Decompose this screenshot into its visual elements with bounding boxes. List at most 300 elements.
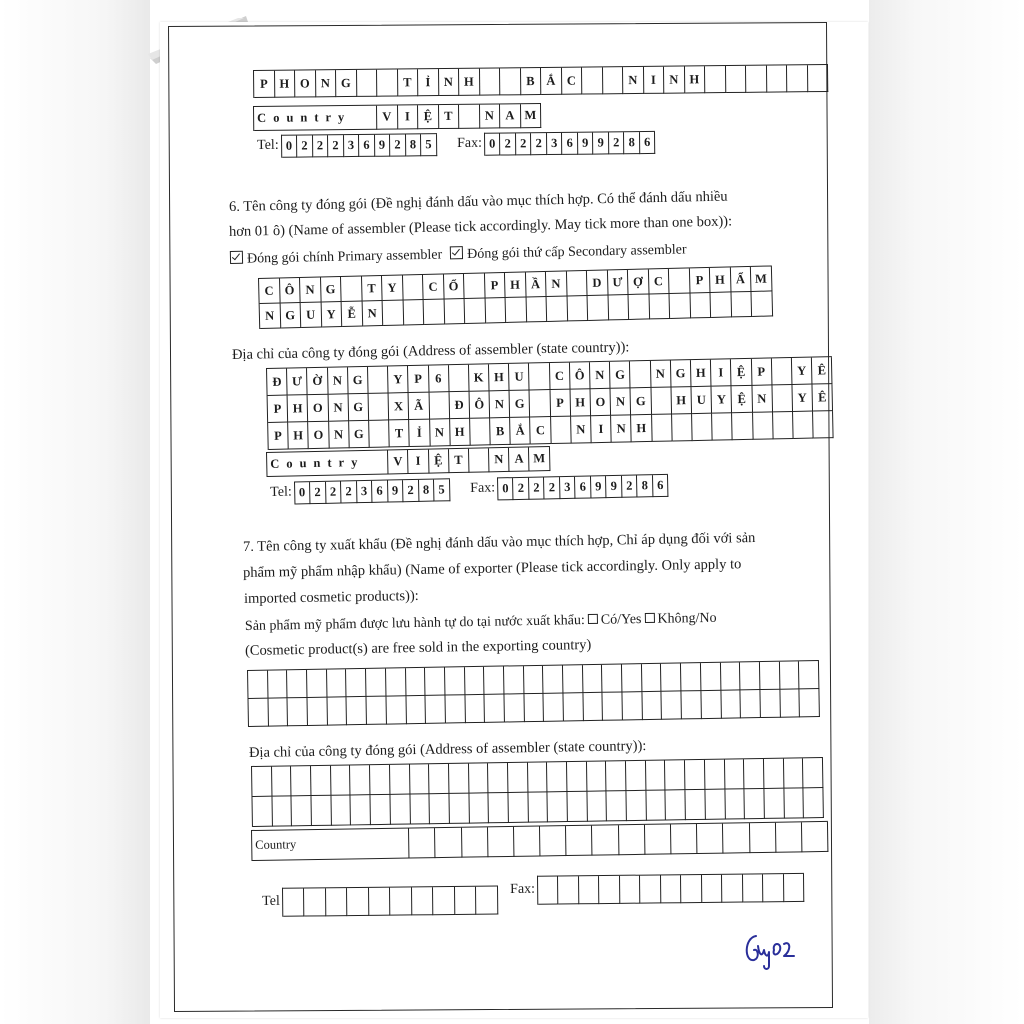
exporter-address-grid-box[interactable] [528, 762, 548, 792]
assembler-address-grid-box[interactable]: H [288, 395, 309, 422]
assembler-address-grid-box[interactable]: Ư [287, 368, 308, 395]
top-province-grid-box[interactable]: P [254, 71, 275, 98]
exporter-address-grid-box[interactable] [685, 760, 705, 790]
assembler-address-grid-box[interactable]: P [268, 396, 289, 423]
top-province-grid-box[interactable] [787, 65, 808, 92]
assembler-address-grid-box[interactable]: H [489, 364, 510, 391]
exporter-address-grid-box[interactable] [292, 796, 312, 826]
exporter-address-grid-box[interactable] [567, 762, 587, 792]
top-province-grid-box[interactable] [479, 68, 500, 95]
assembler-address-grid-box[interactable] [773, 412, 794, 439]
exporter-name-grid-box[interactable] [760, 662, 780, 690]
free-sold-yes-checkbox[interactable] [588, 614, 598, 624]
exporter-name-grid-box[interactable] [484, 667, 504, 695]
assembler-address-grid-box[interactable] [551, 417, 572, 444]
assembler-address-grid-box[interactable]: I [711, 359, 732, 386]
assembler-name-grid-box[interactable] [383, 300, 404, 325]
assembler-address-grid-box[interactable]: G [610, 361, 631, 388]
exporter-name-grid-box[interactable] [544, 693, 564, 721]
assembler-address-grid-box[interactable]: Đ [267, 369, 288, 396]
exporter-address-grid-box[interactable] [469, 763, 489, 793]
assembler-address-grid-box[interactable]: H [450, 419, 471, 446]
exporter-address-grid-box[interactable] [370, 765, 390, 795]
assembler-address-grid-box[interactable]: G [349, 421, 370, 448]
assembler-name-grid-box[interactable] [526, 297, 547, 322]
exporter-address-grid-box[interactable] [331, 765, 351, 795]
assembler-address-grid-box[interactable] [369, 420, 390, 447]
assembler-name-grid-box[interactable] [341, 276, 362, 301]
exporter-name-grid-box[interactable] [386, 696, 406, 724]
exporter-country-grid-box[interactable] [592, 825, 619, 855]
exporter-country-grid-box[interactable] [697, 824, 724, 854]
assembler-name-grid-box[interactable] [649, 294, 670, 319]
assembler-address-grid-box[interactable]: Y [792, 358, 813, 385]
section7-tel-digit-box[interactable] [433, 886, 455, 914]
exporter-name-grid-box[interactable] [367, 697, 387, 725]
exporter-country-grid-box[interactable] [409, 828, 436, 858]
exporter-address-grid-box[interactable] [272, 796, 292, 826]
assembler-address-grid-box[interactable]: K [469, 364, 490, 391]
exporter-name-grid-box[interactable] [366, 669, 386, 697]
exporter-name-grid-box[interactable] [681, 663, 701, 691]
exporter-address-grid-box[interactable] [449, 764, 469, 794]
exporter-address-grid-box[interactable] [764, 789, 784, 819]
exporter-address-grid-box[interactable] [390, 765, 410, 795]
exporter-address-grid-box[interactable] [508, 793, 528, 823]
section7-fax-digit-box[interactable] [599, 875, 620, 903]
assembler-name-grid-box[interactable]: Ẩ [730, 267, 751, 292]
assembler-name-grid-box[interactable] [444, 299, 465, 324]
exporter-address-grid-box[interactable] [548, 792, 568, 822]
assembler-address-grid-box[interactable]: P [550, 390, 571, 417]
exporter-address-grid-box[interactable] [331, 795, 351, 825]
assembler-name-grid-box[interactable] [670, 293, 691, 318]
top-tel-digit-box[interactable]: 2 [328, 135, 344, 157]
exporter-address-grid-box[interactable] [409, 764, 429, 794]
exporter-address-grid-box[interactable] [587, 761, 607, 791]
section7-fax-digit-box[interactable] [538, 876, 559, 904]
assembler-address-grid-box[interactable] [470, 418, 491, 445]
top-fax-digit-box[interactable]: 0 [485, 133, 501, 155]
top-province-grid-box[interactable]: Ắ [541, 68, 562, 95]
section7-tel-digit-box[interactable] [412, 887, 434, 915]
top-country-grid-box[interactable]: A [500, 104, 521, 128]
assembler-address-grid-box[interactable] [813, 411, 834, 438]
assembler-address-grid-box[interactable]: P [408, 366, 429, 393]
exporter-name-grid-box[interactable] [800, 689, 820, 717]
assembler-address-grid-box[interactable]: U [509, 363, 530, 390]
assembler-address-grid-box[interactable]: N [611, 388, 632, 415]
assembler-address-grid-box[interactable]: Ờ [307, 368, 328, 395]
section6-fax-digit-box[interactable]: 2 [513, 477, 529, 499]
exporter-address-grid-box[interactable] [351, 795, 371, 825]
assembler-name-grid-box[interactable] [588, 295, 609, 320]
assembler-address-grid-box[interactable]: G [671, 360, 692, 387]
exporter-address-grid-box[interactable] [488, 763, 508, 793]
exporter-name-grid-box[interactable] [720, 662, 740, 690]
exporter-country-grid-box[interactable] [723, 823, 750, 853]
assembler-name-grid-box[interactable]: P [484, 273, 505, 298]
exporter-address-grid-box[interactable] [803, 758, 823, 788]
assembler-name-grid-box[interactable] [608, 295, 629, 320]
section6-fax-digit-box[interactable]: 2 [544, 477, 560, 499]
top-province-grid-box[interactable]: B [520, 68, 541, 95]
top-tel-digit-box[interactable]: 2 [390, 134, 406, 156]
exporter-name-grid-box[interactable] [425, 668, 445, 696]
exporter-name-grid-box[interactable] [287, 670, 307, 698]
assembler-address-grid-box[interactable]: O [308, 395, 329, 422]
exporter-name-grid-box[interactable] [308, 698, 328, 726]
assembler-address-grid-box[interactable]: 6 [428, 365, 449, 392]
assembler-name-grid-box[interactable]: H [710, 267, 731, 292]
top-fax-digit-box[interactable]: 9 [578, 132, 594, 154]
exporter-address-grid-box[interactable] [724, 759, 744, 789]
section6-tel-digit-box[interactable]: 6 [372, 480, 388, 502]
assembler-name-grid-box[interactable] [566, 271, 587, 296]
assembler-address-grid-box[interactable]: H [570, 389, 591, 416]
exporter-name-grid-box[interactable] [524, 666, 544, 694]
assembler-country-grid-box[interactable]: A [509, 447, 530, 471]
assembler-address-grid-box[interactable] [732, 413, 753, 440]
assembler-address-grid-box[interactable] [692, 414, 713, 441]
assembler-address-grid-box[interactable]: U [691, 387, 712, 414]
exporter-address-grid-box[interactable] [528, 792, 548, 822]
assembler-country-grid-box[interactable]: T [449, 449, 470, 473]
exporter-address-grid-box[interactable] [606, 761, 626, 791]
assembler-name-grid-box[interactable]: Ư [607, 270, 628, 295]
assembler-name-grid-box[interactable] [690, 293, 711, 318]
assembler-name-grid-box[interactable] [424, 299, 445, 324]
assembler-name-grid-box[interactable]: N [362, 301, 383, 326]
assembler-country-grid-box[interactable]: Ệ [428, 449, 449, 473]
section6-tel-digit-box[interactable]: 0 [295, 482, 311, 504]
section7-fax-digit-box[interactable] [661, 875, 682, 903]
top-tel-digit-box[interactable]: 0 [282, 135, 298, 157]
assembler-address-grid-box[interactable]: Ệ [731, 359, 752, 386]
assembler-address-grid-box[interactable] [772, 385, 793, 412]
exporter-address-grid-box[interactable] [646, 760, 666, 790]
exporter-name-grid-box[interactable] [760, 690, 780, 718]
top-tel-digit-box[interactable]: 5 [421, 134, 437, 156]
section6-tel-digit-box[interactable]: 2 [310, 481, 326, 503]
exporter-name-grid-box[interactable] [701, 691, 721, 719]
exporter-name-grid-box[interactable] [248, 671, 268, 699]
section6-fax-digit-box[interactable]: 9 [591, 476, 607, 498]
exporter-country-grid-box[interactable] [514, 826, 541, 856]
assembler-country-grid-box[interactable] [469, 448, 490, 472]
exporter-country-grid-box[interactable] [540, 826, 567, 856]
top-province-grid-box[interactable] [705, 66, 726, 93]
top-fax-digit-box[interactable]: 6 [562, 132, 578, 154]
top-province-grid-box[interactable] [746, 66, 767, 93]
exporter-name-grid-box[interactable] [504, 666, 524, 694]
assembler-country-grid-box[interactable]: V [388, 450, 409, 474]
section7-tel-digit-box[interactable] [369, 887, 391, 915]
top-province-grid-box[interactable]: H [275, 71, 296, 98]
top-province-grid-box[interactable] [766, 65, 787, 92]
assembler-address-grid-box[interactable]: H [691, 360, 712, 387]
assembler-name-grid-box[interactable] [547, 296, 568, 321]
exporter-address-grid-box[interactable] [705, 790, 725, 820]
exporter-country-grid-box[interactable] [435, 828, 462, 858]
section6-tel-digit-box[interactable]: 2 [326, 481, 342, 503]
top-fax-digit-box[interactable]: 6 [640, 131, 656, 153]
assembler-name-grid-box[interactable]: Y [382, 275, 403, 300]
assembler-address-grid-box[interactable] [368, 366, 389, 393]
assembler-name-grid-box[interactable]: N [260, 303, 281, 328]
top-province-grid-box[interactable]: N [623, 67, 644, 94]
assembler-address-grid-box[interactable]: N [329, 421, 350, 448]
exporter-address-grid-box[interactable] [725, 789, 745, 819]
exporter-country-grid-box[interactable] [488, 827, 515, 857]
section7-tel-digit-box[interactable] [455, 886, 477, 914]
exporter-address-grid-box[interactable] [312, 796, 332, 826]
exporter-address-grid-box[interactable] [804, 788, 824, 818]
assembler-address-grid-box[interactable]: P [751, 358, 772, 385]
top-fax-digit-box[interactable]: 9 [593, 132, 609, 154]
exporter-name-grid-box[interactable] [583, 693, 603, 721]
assembler-address-grid-box[interactable]: H [631, 415, 652, 442]
assembler-name-grid-box[interactable]: P [689, 268, 710, 293]
exporter-name-grid-box[interactable] [307, 670, 327, 698]
exporter-name-grid-box[interactable] [741, 690, 761, 718]
exporter-name-grid-box[interactable] [602, 664, 622, 692]
top-province-grid-box[interactable]: I [643, 67, 664, 94]
top-country-grid-box[interactable]: N [479, 104, 500, 128]
top-tel-digit-box[interactable]: 2 [313, 135, 329, 157]
exporter-name-grid-box[interactable] [799, 661, 819, 689]
assembler-name-grid-box[interactable]: C [423, 274, 444, 299]
exporter-address-grid-box[interactable] [665, 760, 685, 790]
top-province-grid-box[interactable]: N [439, 69, 460, 96]
exporter-address-grid-box[interactable] [587, 791, 607, 821]
top-province-grid-box[interactable]: H [459, 69, 480, 96]
exporter-country-grid-box[interactable] [619, 825, 646, 855]
exporter-name-grid-box[interactable] [524, 694, 544, 722]
top-tel-digit-box[interactable]: 8 [406, 134, 422, 156]
assembler-address-grid-box[interactable]: G [348, 367, 369, 394]
section7-fax-digit-box[interactable] [620, 875, 641, 903]
top-province-grid-box[interactable]: C [561, 68, 582, 95]
assembler-address-grid-box[interactable]: H [288, 422, 309, 449]
assembler-address-grid-box[interactable]: N [752, 385, 773, 412]
assembler-country-grid-box[interactable]: I [408, 450, 429, 474]
top-province-grid-box[interactable]: O [295, 70, 316, 97]
top-tel-digit-box[interactable]: 6 [359, 134, 375, 156]
exporter-name-grid-box[interactable] [701, 663, 721, 691]
exporter-name-grid-box[interactable] [346, 669, 366, 697]
assembler-address-grid-box[interactable] [753, 412, 774, 439]
exporter-country-grid-box[interactable] [750, 823, 777, 853]
assembler-address-grid-box[interactable]: G [510, 390, 531, 417]
top-country-grid-box[interactable] [459, 105, 480, 129]
top-country-grid-box[interactable]: T [439, 105, 460, 129]
assembler-address-grid-box[interactable]: Ệ [732, 386, 753, 413]
exporter-address-grid-box[interactable] [705, 760, 725, 790]
exporter-country-grid-box[interactable] [645, 824, 672, 854]
exporter-address-grid-box[interactable] [291, 766, 311, 796]
exporter-name-grid-box[interactable] [583, 665, 603, 693]
section6-tel-digit-box[interactable]: 2 [341, 481, 357, 503]
assembler-name-grid-box[interactable]: Ễ [342, 301, 363, 326]
assembler-address-grid-box[interactable]: X [389, 393, 410, 420]
section6-fax-digit-box[interactable]: 8 [637, 475, 653, 497]
section6-fax-digit-box[interactable]: 9 [606, 475, 622, 497]
top-province-grid-box[interactable]: Ỉ [418, 69, 439, 96]
secondary-assembler-checkbox[interactable] [450, 246, 463, 259]
exporter-address-grid-box[interactable] [350, 765, 370, 795]
assembler-address-grid-box[interactable]: Ã [409, 393, 430, 420]
assembler-address-grid-box[interactable] [630, 361, 651, 388]
section7-fax-digit-box[interactable] [558, 876, 579, 904]
assembler-country-grid-box[interactable]: M [529, 447, 550, 471]
assembler-name-grid-box[interactable]: Ô [280, 278, 301, 303]
assembler-address-grid-box[interactable]: N [571, 416, 592, 443]
top-province-grid-box[interactable] [807, 65, 828, 92]
assembler-address-grid-box[interactable]: Đ [449, 392, 470, 419]
exporter-name-grid-box[interactable] [386, 668, 406, 696]
assembler-name-grid-box[interactable]: D [587, 270, 608, 295]
exporter-name-grid-box[interactable] [661, 663, 681, 691]
assembler-address-grid-box[interactable] [772, 358, 793, 385]
section7-fax-digit-box[interactable] [743, 874, 764, 902]
exporter-address-grid-box[interactable] [764, 759, 784, 789]
assembler-address-grid-box[interactable]: Ắ [510, 417, 531, 444]
assembler-address-grid-box[interactable]: Ỉ [409, 420, 430, 447]
assembler-address-grid-box[interactable]: N [650, 361, 671, 388]
assembler-name-grid-box[interactable] [669, 268, 690, 293]
exporter-name-grid-box[interactable] [682, 691, 702, 719]
exporter-address-grid-box[interactable] [390, 795, 410, 825]
top-fax-digit-box[interactable]: 8 [624, 132, 640, 154]
section6-fax-digit-box[interactable]: 6 [575, 476, 591, 498]
section7-tel-digit-box[interactable] [326, 888, 348, 916]
assembler-address-grid-box[interactable] [651, 388, 672, 415]
exporter-name-grid-box[interactable] [623, 692, 643, 720]
assembler-address-grid-box[interactable] [530, 390, 551, 417]
exporter-name-grid-box[interactable] [288, 698, 308, 726]
exporter-name-grid-box[interactable] [662, 691, 682, 719]
assembler-name-grid-box[interactable] [403, 300, 424, 325]
section6-tel-digit-box[interactable]: 8 [419, 479, 435, 501]
assembler-name-grid-box[interactable]: Ợ [628, 269, 649, 294]
section7-fax-digit-box[interactable] [763, 874, 784, 902]
exporter-country-grid-box[interactable] [802, 822, 829, 852]
top-province-grid-box[interactable]: H [684, 66, 705, 93]
assembler-address-grid-box[interactable] [652, 415, 673, 442]
assembler-name-grid-box[interactable]: T [361, 276, 382, 301]
exporter-address-grid-box[interactable] [449, 794, 469, 824]
top-province-grid-box[interactable]: T [398, 69, 419, 96]
exporter-name-grid-box[interactable] [780, 689, 800, 717]
exporter-name-grid-box[interactable] [268, 670, 288, 698]
exporter-address-grid-box[interactable] [469, 793, 489, 823]
assembler-name-grid-box[interactable]: N [546, 271, 567, 296]
top-country-grid-box[interactable]: V [377, 105, 398, 129]
assembler-address-grid-box[interactable]: Y [388, 366, 409, 393]
exporter-address-grid-box[interactable] [508, 763, 528, 793]
section6-tel-digit-box[interactable]: 5 [434, 479, 450, 501]
assembler-address-grid-box[interactable]: O [309, 422, 330, 449]
assembler-name-grid-box[interactable]: C [259, 278, 280, 303]
exporter-name-grid-box[interactable] [563, 693, 583, 721]
assembler-address-grid-box[interactable]: Y [712, 386, 733, 413]
assembler-address-grid-box[interactable]: Ô [570, 362, 591, 389]
assembler-address-grid-box[interactable] [712, 413, 733, 440]
assembler-name-grid-box[interactable] [485, 298, 506, 323]
section6-tel-digit-box[interactable]: 2 [403, 479, 419, 501]
assembler-name-grid-box[interactable]: Ổ [443, 274, 464, 299]
exporter-name-grid-box[interactable] [465, 695, 485, 723]
exporter-country-grid-box[interactable] [776, 822, 803, 852]
section6-fax-digit-box[interactable]: 2 [529, 477, 545, 499]
exporter-address-grid-box[interactable] [371, 795, 391, 825]
assembler-address-grid-box[interactable]: H [671, 387, 692, 414]
assembler-address-grid-box[interactable]: P [268, 423, 289, 450]
exporter-address-grid-box[interactable] [252, 767, 272, 797]
exporter-name-grid-box[interactable] [603, 692, 623, 720]
section7-fax-digit-box[interactable] [579, 876, 600, 904]
exporter-address-grid-box[interactable] [784, 758, 804, 788]
section6-fax-digit-box[interactable]: 0 [498, 478, 514, 500]
assembler-address-grid-box[interactable]: N [430, 419, 451, 446]
exporter-country-grid-box[interactable] [671, 824, 698, 854]
top-fax-digit-box[interactable]: 2 [516, 133, 532, 155]
section7-fax-digit-box[interactable] [722, 874, 743, 902]
free-sold-no-checkbox[interactable] [644, 613, 654, 623]
exporter-country-grid-box[interactable] [566, 826, 593, 856]
exporter-name-grid-box[interactable] [327, 697, 347, 725]
exporter-address-grid-box[interactable] [666, 790, 686, 820]
assembler-address-grid-box[interactable]: Y [792, 385, 813, 412]
assembler-address-grid-box[interactable]: N [590, 362, 611, 389]
top-fax-digit-box[interactable]: 2 [500, 133, 516, 155]
assembler-name-grid-box[interactable]: C [648, 269, 669, 294]
exporter-name-grid-box[interactable] [740, 662, 760, 690]
exporter-address-grid-box[interactable] [489, 793, 509, 823]
exporter-address-grid-box[interactable] [744, 759, 764, 789]
assembler-name-grid-box[interactable]: G [280, 303, 301, 328]
exporter-name-grid-box[interactable] [563, 665, 583, 693]
top-province-grid-box[interactable] [357, 70, 378, 97]
section7-tel-digit-box[interactable] [390, 887, 412, 915]
section6-tel-digit-box[interactable]: 9 [388, 480, 404, 502]
assembler-name-grid-box[interactable] [731, 292, 752, 317]
exporter-name-grid-box[interactable] [405, 668, 425, 696]
section6-fax-digit-box[interactable]: 6 [653, 474, 669, 496]
top-country-grid-box[interactable]: Ệ [418, 105, 439, 129]
exporter-address-grid-box[interactable] [430, 794, 450, 824]
assembler-address-grid-box[interactable] [369, 393, 390, 420]
exporter-address-grid-box[interactable] [252, 797, 272, 827]
assembler-address-grid-box[interactable]: Ô [469, 391, 490, 418]
top-country-grid-box[interactable]: I [398, 105, 419, 129]
exporter-address-grid-box[interactable] [311, 766, 331, 796]
exporter-address-grid-box[interactable] [272, 766, 292, 796]
assembler-name-grid-box[interactable]: Y [321, 302, 342, 327]
assembler-name-grid-box[interactable] [402, 275, 423, 300]
exporter-address-grid-box[interactable] [607, 791, 627, 821]
exporter-name-grid-box[interactable] [426, 696, 446, 724]
assembler-address-grid-box[interactable]: G [631, 388, 652, 415]
assembler-address-grid-box[interactable]: O [591, 389, 612, 416]
exporter-name-grid-box[interactable] [642, 664, 662, 692]
top-province-grid-box[interactable]: N [664, 66, 685, 93]
assembler-address-grid-box[interactable] [449, 365, 470, 392]
exporter-name-grid-box[interactable] [485, 695, 505, 723]
assembler-address-grid-box[interactable]: I [591, 416, 612, 443]
assembler-address-grid-box[interactable]: Ê [812, 357, 833, 384]
